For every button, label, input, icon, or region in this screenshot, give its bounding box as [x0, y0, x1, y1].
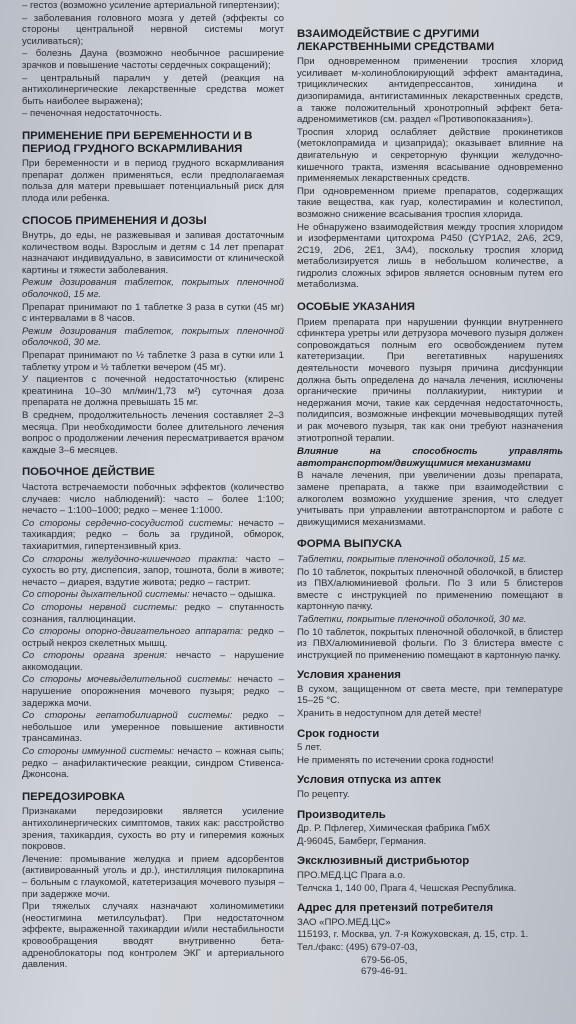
section-title-dispensing: Условия отпуска из аптек	[297, 774, 441, 787]
side-effect-item: Со стороны дыхательной системы: нечасто – одышка.	[22, 589, 276, 601]
paragraph: ПРО.МЕД.ЦС Прага а.о.	[297, 870, 406, 881]
section-title-dosage: СПОСОБ ПРИМЕНЕНИЯ И ДОЗЫ	[22, 214, 207, 227]
paragraph: 115193, г. Москва, ул. 7-я Кожуховская, д. 15, стр. 1.	[297, 929, 529, 941]
paragraph: Не обнаружено взаимодействия между троспия хлоридом и изоферментами цитохрома P450 (CYP1A2, 2A6, 2C9, 2C19, 2D6, 2E1, 3A4), поскольку троспия хлорид метаболизируется лишь в небольшом количестве, а гидролиз сложных эфиров является основным путем его метаболизма.	[297, 221, 563, 291]
paragraph: Прием препарата при нарушении функции внутреннего сфинктера уретры или детрузора мочевого пузыря должен сопровождаться полным его освобождением путем катетеризации. При вегетативных нарушениях деятельности мочевого пузыря причина дисфункции должна быть определена до начала лечения, исключены органические причины поллакиурии, никтурии и недержания мочи, такие как сердечная недостаточность, полидипсия, возможные инфекции мочевыводящих путей и рак мочевого пузыря, так как они требуют назначения этиотропной терапии.	[297, 316, 563, 444]
paragraph: Телчска 1, 140 00, Прага 4, Чешская Республика.	[297, 882, 517, 894]
paragraph: Хранить в недоступном для детей месте!	[297, 708, 482, 720]
subsection-title-driving: Влияние на способность управлять автотранспортом/движущимися механизмами	[297, 446, 563, 469]
list-item: – заболевания головного мозга у детей (эффекты со стороны центральной нервной системы могут усиливаться);	[22, 12, 284, 47]
form-30mg: Таблетки, покрытые пленочной оболочкой, 30 мг.	[297, 613, 527, 625]
list-item: – болезнь Дауна (возможно необычное расширение зрачков и повышение частоты сердечных сокращений);	[22, 48, 284, 71]
section-title-special: ОСОБЫЕ УКАЗАНИЯ	[297, 301, 415, 314]
paragraph: Признаками передозировки является усиление антихолинергических симптомов, таких как: расстройство зрения, тахикардия, сухость во рту и гиперемия кожных покровов.	[22, 806, 284, 853]
side-effect-item: Со стороны желудочно-кишечного тракта: часто – сухость во рту, диспепсия, запор, тошнота, боли в животе; нечасто – диарея, вздутие живота; редко – гастрит.	[22, 553, 284, 588]
section-title-side-effects: ПОБОЧНОЕ ДЕЙСТВИЕ	[22, 466, 155, 479]
section-title-manufacturer: Производитель	[297, 808, 386, 821]
side-effect-item: Со стороны опорно-двигательного аппарата: редко – острый некроз скелетных мышц.	[22, 626, 284, 649]
right-column	[297, 0, 563, 979]
section-title-pregnancy: ПРИМЕНЕНИЕ ПРИ БЕРЕМЕННОСТИ И В ПЕРИОД ГРУДНОГО ВСКАРМЛИВАНИЯ	[22, 129, 253, 155]
side-effect-item: Со стороны мочевыделительной системы: нечасто – нарушение опорожнения мочевого пузыря; редко – задержка мочи.	[22, 674, 284, 709]
phone-number: 679-56-05,	[361, 954, 408, 966]
side-effect-item: Со стороны нервной системы: редко – спутанность сознания, галлюцинации.	[22, 601, 284, 625]
phone-line: Тел./факс: (495) 679-07-03,	[297, 941, 418, 953]
paragraph: Внутрь, до еды, не разжевывая и запивая достаточным количеством воды. Взрослым и детям с 14 лет препарат назначают индивидуально, в зависимости от клинической картины и тяжести заболевания.	[22, 230, 284, 276]
paragraph: Препарат принимают по ½ таблетке 3 раза в сутки или 1 таблетку утром и ½ таблетки вечером (45 мг).	[22, 350, 284, 373]
paragraph: В сухом, защищенном от света месте, при температуре 15–25 °C.	[297, 683, 563, 707]
contraindication-list	[22, 0, 284, 120]
regimen-15mg: Режим дозирования таблеток, покрытых пленочной оболочкой, 15 мг.	[22, 277, 284, 301]
section-title-shelf-life: Срок годности	[297, 727, 380, 740]
regimen-30mg: Режим дозирования таблеток, покрытых пленочной оболочкой, 30 мг.	[22, 325, 284, 349]
paragraph: Не применять по истечении срока годности!	[297, 754, 494, 766]
paragraph: По рецепту.	[297, 789, 350, 801]
paragraph: По 10 таблеток, покрытых пленочной оболочкой, в блистер из ПВХ/алюминиевой фольги. По 3 блистера вместе с инструкцией по применению помещают в картонную пачку.	[297, 626, 563, 661]
paragraph: При тяжелых случаях назначают холиномиметики (неостигмина метилсульфат). При недостаточном эффекте, выраженной тахикардии и/или нестабильности кровообращения вводят внутривенно бета-адреноблокаторы под контролем ЭКГ и артериального давления.	[22, 901, 284, 971]
section-title-interactions: ВЗАИМОДЕЙСТВИЕ С ДРУГИМИ ЛЕКАРСТВЕННЫМИ СРЕДСТВАМИ	[297, 28, 495, 53]
paragraph: Д-96045, Бамберг, Германия.	[297, 835, 427, 847]
paragraph: ЗАО «ПРО.МЕД.ЦС»	[297, 916, 391, 928]
section-title-overdose: ПЕРЕДОЗИРОВКА	[22, 790, 125, 803]
section-title-claims: Адрес для претензий потребителя	[297, 902, 494, 915]
section-title-storage: Условия хранения	[297, 669, 401, 682]
side-effect-item: Со стороны иммунной системы: нечасто – кожная сыпь; редко – анафилактические реакции, синдром Стивенса-Джонсона.	[22, 746, 284, 781]
side-effect-item: Со стороны гепатобилиарной системы: редко – небольшое или умеренное повышение активности трансаминаз.	[22, 710, 284, 745]
paragraph: При одновременном приеме препаратов, содержащих такие вещества, как гуар, колестирамин и колестипол, возможно снижение всасывания троспия хлорида.	[297, 185, 563, 220]
phone-list	[297, 955, 563, 978]
paragraph: 5 лет.	[297, 742, 322, 754]
list-item: – печеночная недостаточность.	[22, 108, 162, 120]
paragraph: В среднем, продолжительность лечения составляет 2–3 месяца. При необходимости более длительного лечения вопрос о продолжении лечения пересматривается врачом каждые 3–6 месяцев.	[22, 410, 284, 456]
form-15mg: Таблетки, покрытые пленочной оболочкой, 15 мг.	[297, 553, 527, 565]
left-column	[22, 0, 284, 972]
phone-number: 679-46-91.	[361, 966, 408, 978]
paragraph: Др. Р. Пфлегер, Химическая фабрика ГмбХ	[297, 823, 491, 835]
paragraph: У пациентов с почечной недостаточностью (клиренс креатинина 10–30 мл/мин/1,73 м²) суточная доза препарата не должна превышать 15 мг.	[22, 374, 284, 409]
section-title-form: ФОРМА ВЫПУСКА	[297, 538, 402, 551]
list-item: – центральный паралич у детей (реакция на антихолинергические лекарственные средства может быть наиболее выражена);	[22, 72, 284, 107]
paragraph: При беременности и в период грудного вскармливания препарат должен применяться, если предполагаемая польза для матери превышает потенциальный риск для плода или ребенка.	[22, 158, 284, 204]
paragraph: Частота встречаемости побочных эффектов (количество случаев: число наблюдений): часто – более 1:100; нечасто – 1:100–1000; редко – менее 1:1000.	[22, 481, 284, 517]
section-title-distributor: Эксклюзивный дистрибьютор	[297, 855, 470, 868]
list-item: – гестоз (возможно усиление артериальной гипертензии);	[22, 0, 280, 11]
side-effect-item: Со стороны органа зрения: нечасто – нарушение аккомодации.	[22, 650, 284, 673]
paragraph: Лечение: промывание желудка и прием адсорбентов (активированный уголь и др.), инстилляция пилокарпина – больным с глаукомой, катетеризация мочевого пузыря – при задержке мочи.	[22, 853, 284, 900]
paragraph: По 10 таблеток, покрытых пленочной оболочкой, в блистер из ПВХ/алюминиевой фольги. По 3 или 5 блистеров вместе с инструкцией по применению помещают в картонную пачку.	[297, 566, 563, 613]
paragraph: В начале лечения, при увеличении дозы препарата, замене препарата, а также при взаимодействии с алкоголем возможно ухудшение зрения, что следует учитывать при управлении автотранспортом и работе с движущимися механизмами.	[297, 470, 563, 528]
paragraph: Троспия хлорид ослабляет действие прокинетиков (метоклопрамида и цизаприда); оказывает влияние на двигательную и секреторную функции желудочно-кишечного тракта, изменяя всасывание одновременно применяемых лекарственных средств.	[297, 126, 563, 185]
side-effect-item: Со стороны сердечно-сосудистой системы: нечасто – тахикардия; редко – боль за грудиной, обморок, тахиаритмия, гипертензивный криз.	[22, 517, 284, 552]
paragraph: Препарат принимают по 1 таблетке 3 раза в сутки (45 мг) с интервалами в 8 часов.	[22, 301, 284, 325]
paragraph: При одновременном применении троспия хлорид усиливает м-холиноблокирующий эффект амантадина, трициклических антидепрессантов, хинидина и дизопирамида, антигистаминных лекарственных средств, а также положительный хронотропный эффект бета-адреномиметиков (см. раздел «Противопоказания»).	[297, 56, 563, 126]
